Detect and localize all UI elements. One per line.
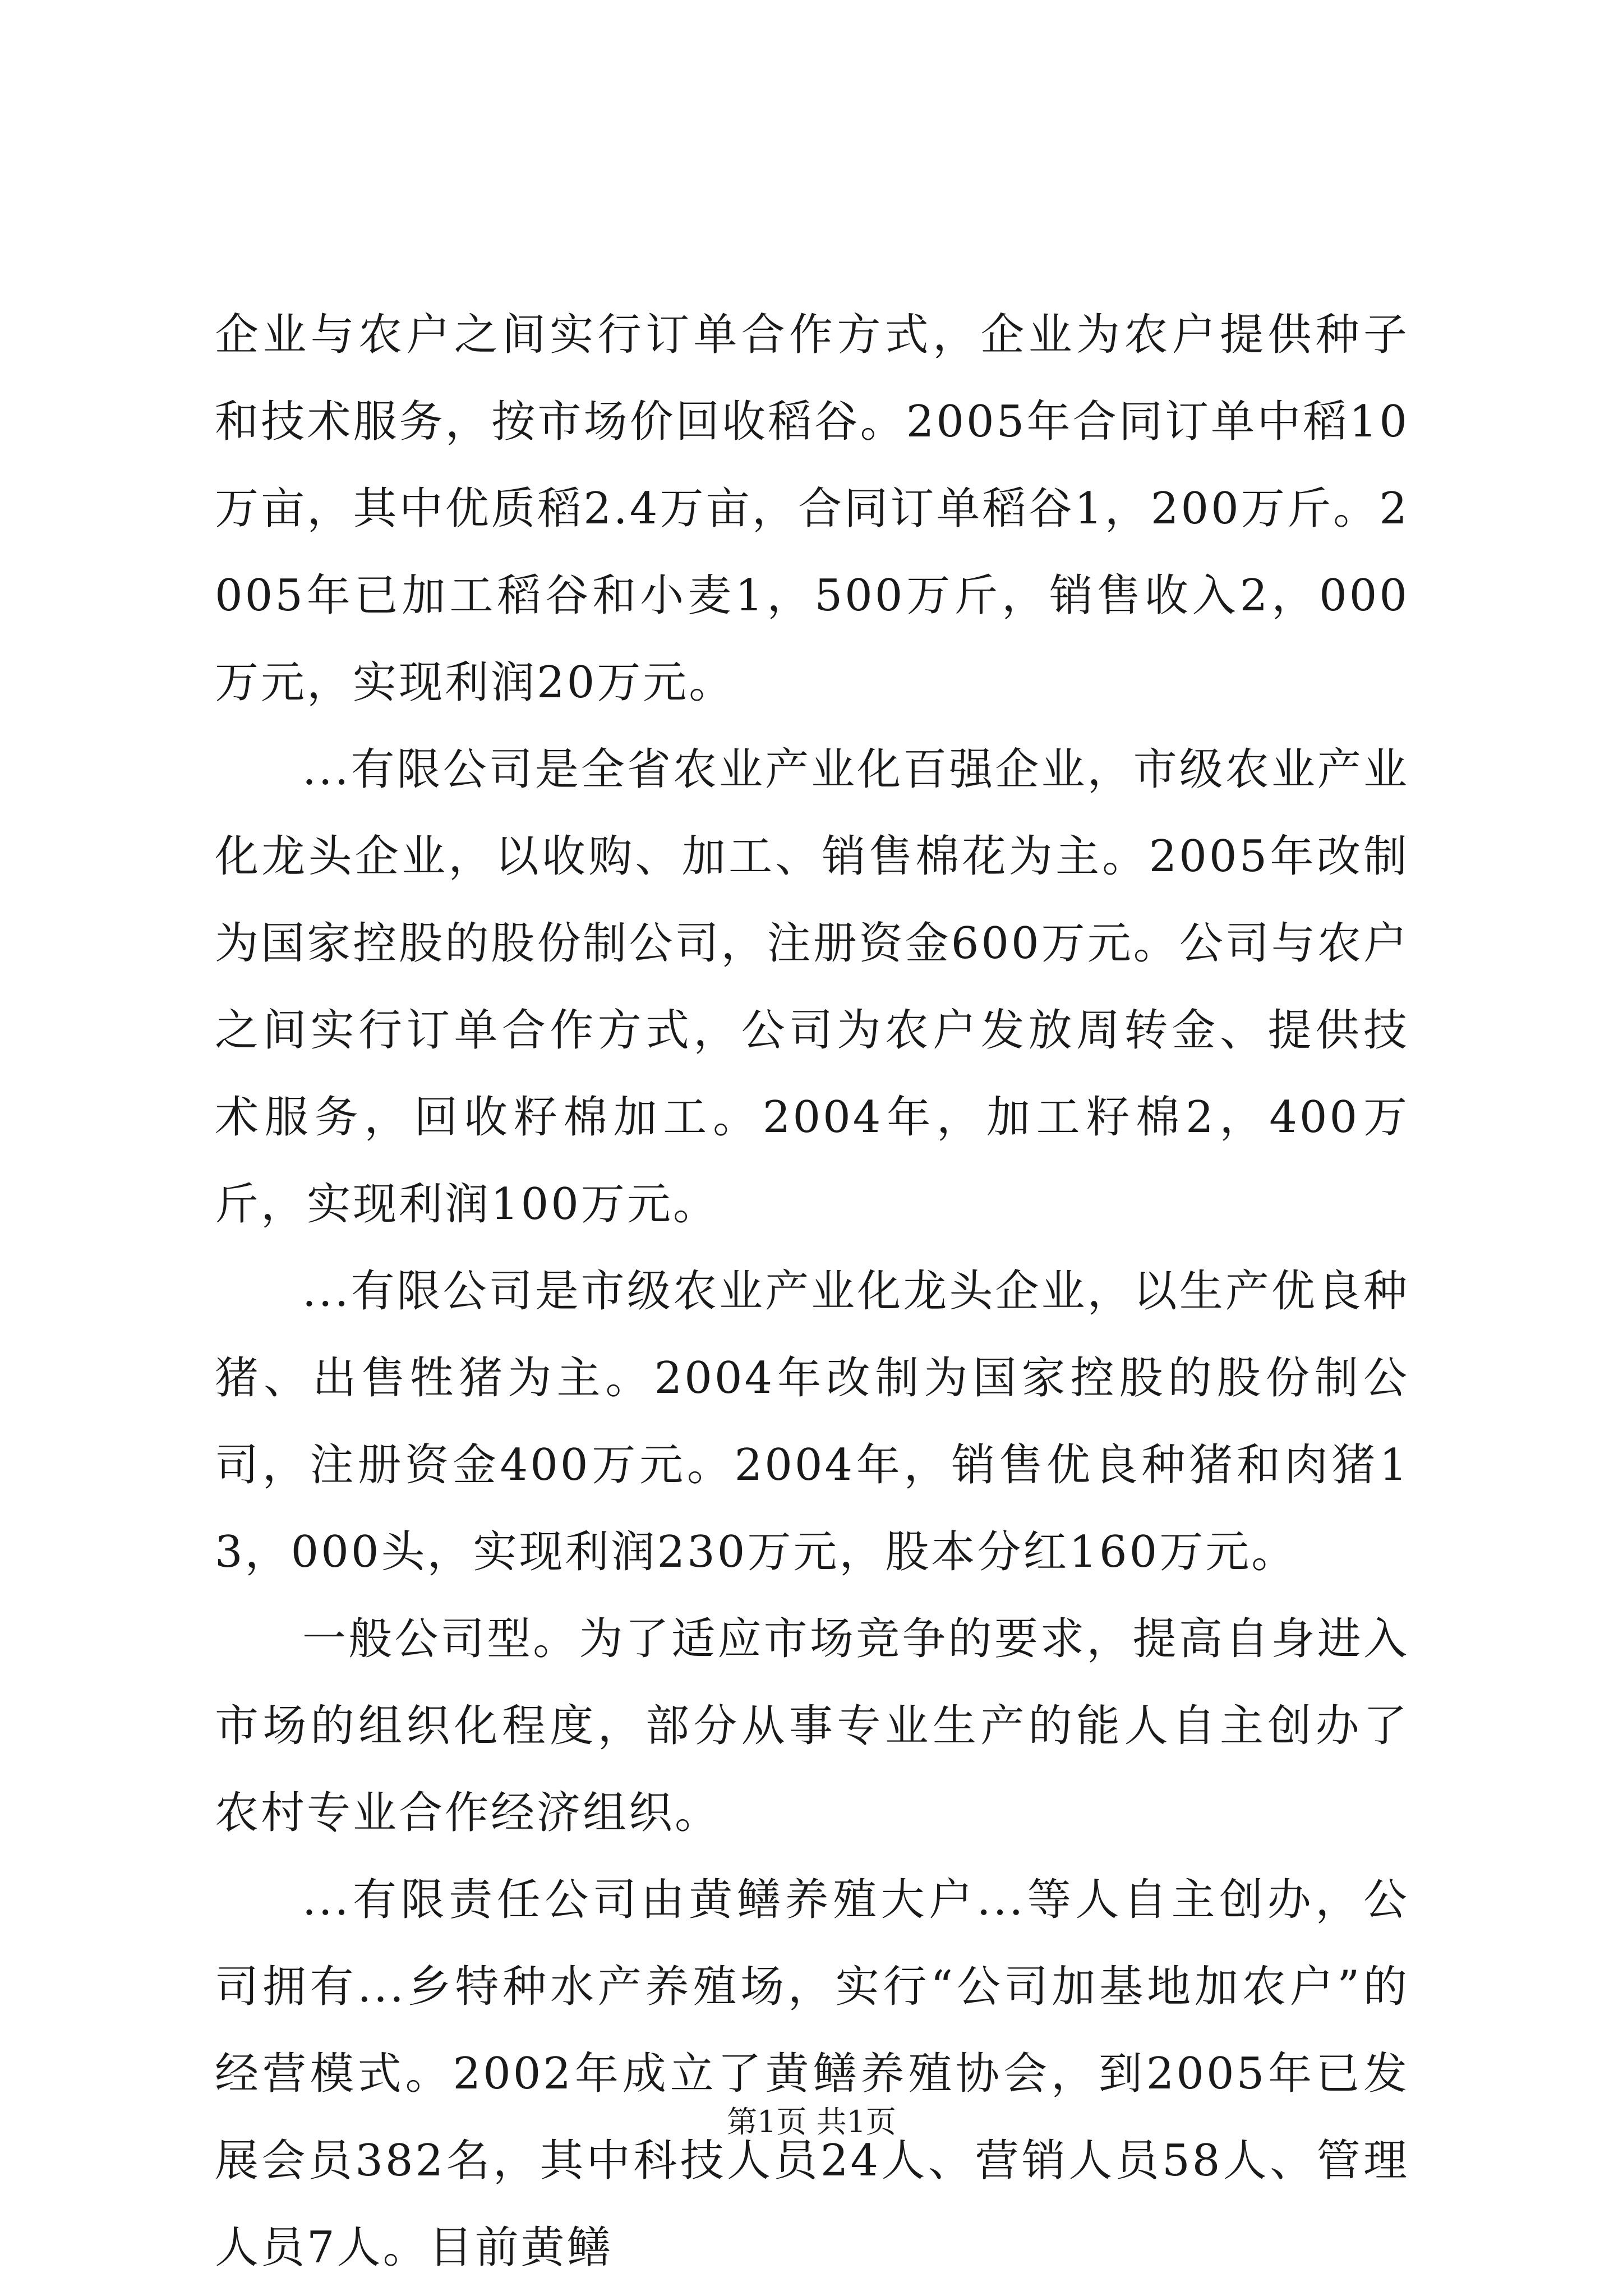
paragraph-5: ...有限责任公司由黄鳝养殖大户...等人自主创办，公司拥有...乡特种水产养殖场，实行“公司加基地加农户”的经营模式。2002年成立了黄鳝养殖协会，到2005年已发展会员382名，其中科技人员24人、营销人员58人、管理人员7人。目前黄鳝 [215, 1875, 1409, 2273]
page-footer: 第1页 共1页 [727, 2104, 896, 2139]
paragraph-3: ...有限公司是市级农业产业化龙头企业，以生产优良种猪、出售牲猪为主。2004年改制为国家控股的股份制公司，注册资金400万元。2004年，销售优良种猪和肉猪13，000头，实现利润230万元，股本分红160万元。 [215, 1266, 1409, 1577]
paragraph-1: 企业与农户之间实行订单合作方式，企业为农户提供种子和技术服务，按市场价回收稻谷。2005年合同订单中稻10万亩，其中优质稻2.4万亩，合同订单稻谷1，200万斤。2005年已加工稻谷和小麦1，500万斤，销售收入2，000万元，实现利润20万元。 [215, 310, 1409, 708]
paragraph-2: ...有限公司是全省农业产业化百强企业，市级农业产业化龙头企业，以收购、加工、销售棉花为主。2005年改制为国家控股的股份制公司，注册资金600万元。公司与农户之间实行订单合作方式，公司为农户发放周转金、提供技术服务，回收籽棉加工。2004年，加工籽棉2，400万斤，实现利润100万元。 [215, 744, 1409, 1230]
paragraph-4: 一般公司型。为了适应市场竞争的要求，提高自身进入市场的组织化程度，部分从事专业生产的能人自主创办了农村专业合作经济组织。 [215, 1614, 1409, 1838]
document-body [215, 292, 1409, 2292]
